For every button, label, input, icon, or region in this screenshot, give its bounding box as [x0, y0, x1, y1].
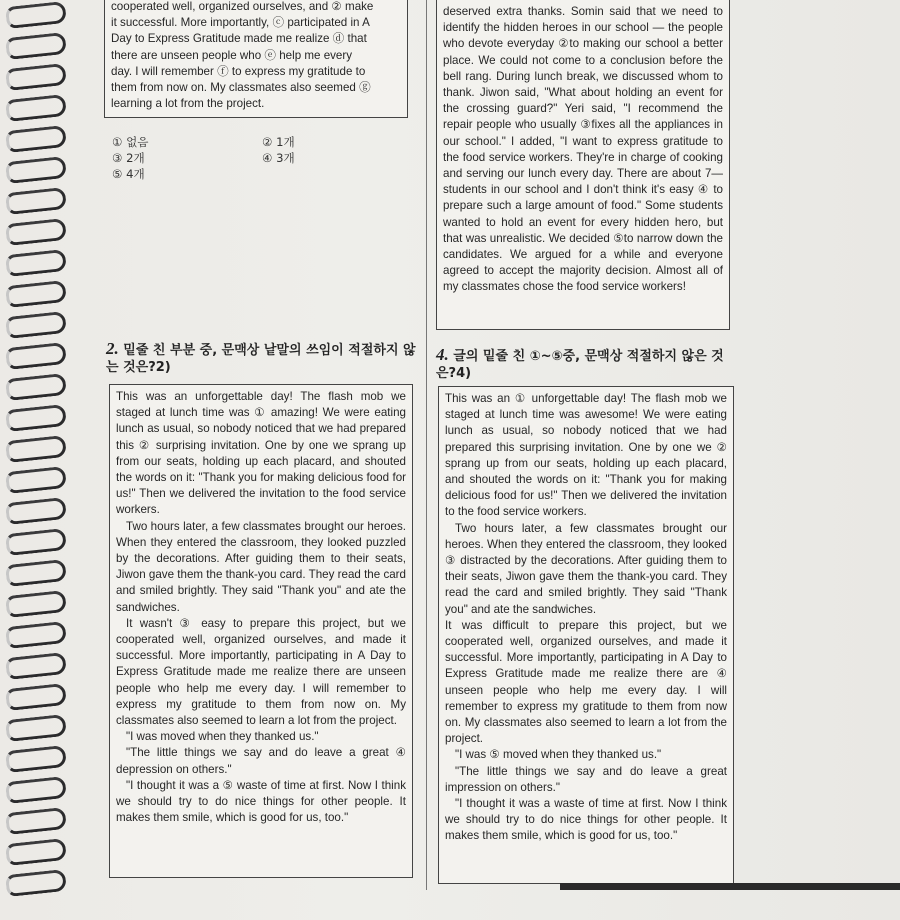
spiral-loop [5, 218, 67, 246]
spiral-loop [5, 280, 67, 308]
option-1[interactable]: ① 없음 [112, 135, 149, 149]
spiral-loop [5, 32, 67, 60]
spiral-loop [5, 838, 67, 866]
paragraph: deserved extra thanks. Somin said that we need to identify the hidden heroes in our school — the people who devote everyday ②to making our school a better place. We could not come to a conclusion before the bell rang. During lunch break, we discussed whom to thank. Jiwon said, "What about holding an event for the crossing guard?" Yeri said, "I recommend the repair people who usually ③fixes all the appliances in our school." I added, "I want to express gratitude to the food service workers. They're in charge of cooking and serving our lunch every day. There are about 7— students in our school and I don't think it's easy ④ to prepare such a large amount of food." Some students wanted to hold an event for every hidden hero, but that was unrealistic. We decided ⑤to narrow down the candidates. We argued for a while and everyone agreed to accept the majority decision. Almost all of my classmates chose the food service workers! [443, 5, 723, 294]
passage-line: there are unseen people who ⓔ help me every [111, 48, 353, 62]
spiral-loop [5, 714, 67, 742]
spiral-loop [5, 94, 67, 122]
spiral-loop [5, 869, 67, 897]
paragraph: This was an unforgettable day! The flash mob we staged at lunch time was ① amazing! We were eating lunch as usual, so nobody noticed that we had prepared this ② surprising invitation. One by one we sprang up from our seats, holding up each placard, and shouted the words on it: "Thank you for making delicious food for us!" Then we delivered the invitation to the food service workers. [116, 390, 406, 517]
passage-line: them from now on. My classmates also seemed ⓖ [111, 81, 371, 95]
q2-passage-box [109, 384, 413, 878]
q4-passage-box [438, 386, 734, 884]
paragraph: "The little things we say and do leave a great ④ depression on others." [116, 746, 406, 776]
column-divider [426, 0, 427, 890]
spiral-loop [5, 125, 67, 153]
q2-number: 2. [106, 339, 119, 358]
spiral-loop [5, 311, 67, 339]
spiral-loop [5, 590, 67, 618]
paragraph: "I was ⑤ moved when they thanked us." [455, 748, 662, 762]
spiral-binding [0, 0, 78, 890]
spiral-loop [5, 528, 67, 556]
q4-prompt: 글의 밑줄 친 ①~⑤중, 문맥상 적절하지 않은 것은?4) [436, 349, 724, 381]
paragraph: "I was moved when they thanked us." [126, 730, 319, 744]
spiral-loop [5, 807, 67, 835]
passage-line: Day to Express Gratitude made me realize ⓓ that [111, 32, 367, 46]
q1-options [112, 134, 412, 182]
paragraph: "I thought it was a waste of time at first. Now I think we should try to do nice things for other people. It makes them smile, which is good for us, too." [445, 797, 727, 843]
option-2[interactable]: ② 1개 [262, 135, 295, 149]
spiral-loop [5, 187, 67, 215]
option-5[interactable]: ⑤ 4개 [112, 167, 145, 181]
spiral-loop [5, 559, 67, 587]
q3-passage-box [436, 0, 730, 330]
paragraph: Two hours later, a few classmates brought our heroes. When they entered the classroom, they looked puzzled by the decorations. After guiding them to their seats, Jiwon gave them the thank-you card. They read the card and smiled brightly. They said "Thank you" and ate the sandwiches. [116, 519, 406, 614]
paragraph: It wasn't ③ easy to prepare this project, but we cooperated well, organized ourselves, and made it successful. More importantly, participating in A Day to Express Gratitude made me realize there are unseen people who help me every day. I will remember to express my gratitude to them from now on. My classmates also seemed to learn a lot from the project. [116, 616, 406, 728]
spiral-loop [5, 497, 67, 525]
spiral-loop [5, 745, 67, 773]
spiral-loop [5, 156, 67, 184]
spiral-loop [5, 249, 67, 277]
q4-number: 4. [436, 345, 449, 364]
bottom-rule [560, 883, 900, 890]
spiral-loop [5, 652, 67, 680]
q1-passage-box [104, 0, 408, 118]
paragraph: This was an ① unforgettable day! The flash mob we staged at lunch time was awesome! We were eating lunch as usual, so nobody noticed that we had prepared this surprising invitation. One by one we ② sprang up from our seats, holding up each placard, and shouted the words on it: "Thank you for making delicious food for us!" Then we delivered the invitation to the food service workers. [445, 392, 727, 519]
q2-prompt: 밑줄 친 부분 중, 문맥상 낱말의 쓰임이 적절하지 않는 것은?2) [106, 343, 416, 375]
paragraph: "The little things we say and do leave a great impression on others." [445, 764, 727, 794]
spiral-loop [5, 404, 67, 432]
spiral-loop [5, 1, 67, 29]
option-4[interactable]: ④ 3개 [262, 151, 295, 165]
spiral-loop [5, 621, 67, 649]
paragraph: Two hours later, a few classmates brought our heroes. When they entered the classroom, they looked ③ distracted by the decorations. After guiding them to their seats, Jiwon gave them the thank-you card. They read the card and smiled brightly. They said "Thank you" and ate the sandwiches. [445, 521, 727, 616]
spiral-loop [5, 683, 67, 711]
spiral-loop [5, 466, 67, 494]
q2-heading [106, 340, 416, 376]
spiral-loop [5, 435, 67, 463]
paragraph: It was difficult to prepare this project, but we cooperated well, organized ourselves, and made it successful. More importantly, participating in A Day to Express Gratitude made me realize there are ④ unseen people who help me every day. I will remember to express my gratitude to them from now on. My classmates also seemed to learn a lot from the project. [445, 618, 727, 746]
spiral-loop [5, 63, 67, 91]
passage-line: day. I will remember ⓕ to express my gratitude to [111, 64, 366, 78]
spiral-loop [5, 776, 67, 804]
spiral-loop [5, 373, 67, 401]
spiral-loop [5, 342, 67, 370]
passage-line: learning a lot from the project. [111, 97, 265, 111]
paragraph: "I thought it was a ⑤ waste of time at first. Now I think we should try to do nice things for other people. It makes them smile, which is good for us, too." [116, 778, 406, 825]
option-3[interactable]: ③ 2개 [112, 151, 145, 165]
q4-heading [436, 346, 736, 382]
passage-line: cooperated well, organized ourselves, and ② make [111, 0, 374, 13]
passage-line: it successful. More importantly, ⓒ participated in A [111, 16, 370, 30]
